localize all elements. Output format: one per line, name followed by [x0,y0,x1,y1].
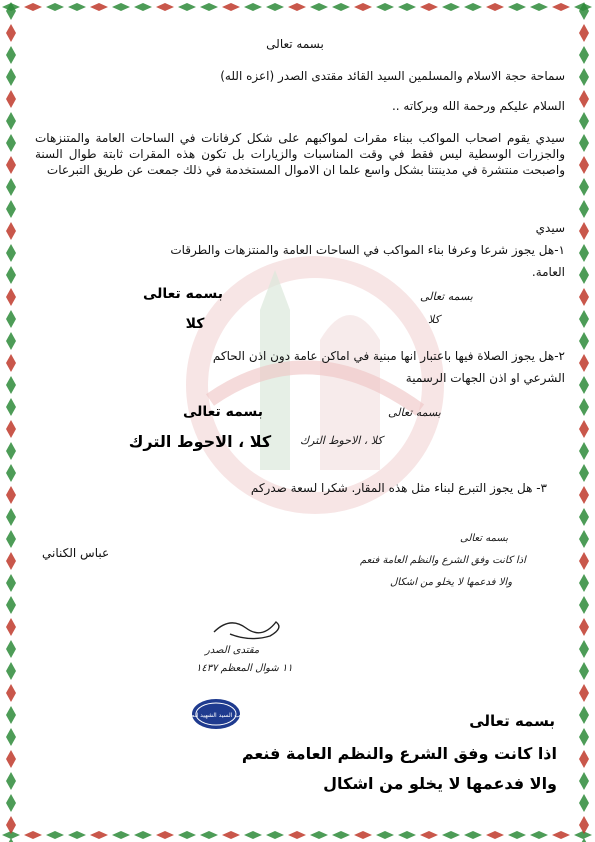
border-ornament-mark [6,640,16,658]
border-ornament-mark [288,831,306,839]
border-ornament-mark [486,831,504,839]
border-ornament-mark [579,222,589,240]
border-ornament-mark [266,3,284,11]
border-ornament-mark [579,310,589,328]
border-ornament-mark [6,90,16,108]
border-ornament-mark [579,90,589,108]
border-ornament-mark [6,684,16,702]
border-ornament-mark [6,46,16,64]
handwritten-reply-basmala: بسمه تعالى [460,533,509,544]
border-ornament-mark [579,486,589,504]
border-ornament-mark [6,750,16,768]
answer-1-text: كلا [185,316,205,332]
border-ornament-mark [579,442,589,460]
border-ornament-mark [222,831,240,839]
final-answer-line-1: اذا كانت وفق الشرع والنظم العامة فنعم [241,744,557,763]
signature-scribble [210,608,290,644]
border-ornament-mark [6,310,16,328]
border-ornament-mark [579,200,589,218]
border-ornament-mark [579,376,589,394]
border-ornament-mark [579,706,589,724]
border-ornament-mark [398,3,416,11]
border-ornament-mark [310,831,328,839]
border-ornament-mark [6,222,16,240]
answer-1-basmala: بسمه تعالى [142,286,224,302]
border-ornament-mark [6,112,16,130]
border-ornament-mark [579,552,589,570]
border-ornament-mark [579,2,589,20]
border-ornament-mark [579,530,589,548]
border-ornament-mark [6,332,16,350]
border-ornament-mark [112,831,130,839]
border-ornament-mark [442,3,460,11]
office-seal [183,697,249,731]
border-ornament-mark [178,831,196,839]
border-ornament-mark [6,24,16,42]
right-border-ornament [577,0,591,842]
border-ornament-mark [68,3,86,11]
handwritten-reply-line-1: اذا كانت وفق الشرع والنظم العامة فنعم [360,555,526,566]
border-ornament-mark [6,816,16,834]
answer-2-handwritten-basmala: بسمه تعالى [388,406,441,419]
border-ornament-mark [6,728,16,746]
border-ornament-mark [6,288,16,306]
border-ornament-mark [420,831,438,839]
border-ornament-mark [310,3,328,11]
border-ornament-mark [6,574,16,592]
border-ornament-mark [579,574,589,592]
border-ornament-mark [332,831,350,839]
sender-name: عباس الكناني [42,546,110,560]
border-ornament-mark [200,831,218,839]
border-ornament-mark [6,442,16,460]
border-ornament-mark [398,831,416,839]
border-ornament-mark [579,640,589,658]
border-ornament-mark [420,3,438,11]
border-ornament-mark [6,398,16,416]
border-ornament-mark [579,112,589,130]
signature-date: ١١ شوال المعظم ١٤٣٧ [196,663,293,674]
left-border-ornament [4,0,18,842]
border-ornament-mark [508,831,526,839]
border-ornament-mark [6,618,16,636]
top-border-ornament [0,2,595,12]
border-ornament-mark [579,508,589,526]
border-ornament-mark [552,831,570,839]
border-ornament-mark [579,178,589,196]
border-ornament-mark [266,831,284,839]
border-ornament-mark [579,618,589,636]
border-ornament-mark [354,831,372,839]
intro-paragraph: سيدي يقوم اصحاب المواكب ببناء مقرات لمواكبهم على شكل كرفانات في الساحات العامة والمتنزهات والجزرات الوسطية ليس فقط في وقت المناسبات والزيارات بل تكون هذه المقرات ثابتة طوال السنة واصبحت منتشرة في مدينتنا بشكل واسع علما ان الاموال المستخدمة في ذلك جمعت عن طريق التبرعات [35,131,565,177]
question-1-line-1: ١-هل يجوز شرعا وعرفا بناء المواكب في الساحات العامة والمنتزهات والطرقات [170,243,565,257]
final-answer-basmala: بسمه تعالى [469,712,555,730]
border-ornament-mark [6,530,16,548]
border-ornament-mark [579,134,589,152]
border-ornament-mark [579,816,589,834]
border-ornament-mark [6,156,16,174]
addressee-line: سماحة حجة الاسلام والمسلمين السيد القائد مقتدى الصدر (اعزه الله) [220,69,565,83]
border-ornament-mark [46,3,64,11]
border-ornament-mark [6,838,16,842]
border-ornament-mark [579,332,589,350]
svg-text:مكتب السيد الشهيد الصدر: مكتب السيد الشهيد الصدر [183,712,249,719]
border-ornament-mark [376,3,394,11]
border-ornament-mark [156,831,174,839]
border-ornament-mark [530,831,548,839]
border-ornament-mark [579,288,589,306]
signature-name: مقتدى الصدر [205,645,260,656]
question-2-line-1: ٢-هل يجوز الصلاة فيها باعتبار انها مبنية في اماكن عامة دون اذن الحاكم [212,349,565,363]
final-answer-line-2: والا فدعمها لا يخلو من اشكال [323,774,557,793]
border-ornament-mark [579,420,589,438]
border-ornament-mark [288,3,306,11]
border-ornament-mark [6,266,16,284]
border-ornament-mark [464,831,482,839]
border-ornament-mark [6,68,16,86]
border-ornament-mark [579,728,589,746]
border-ornament-mark [6,596,16,614]
answer-2-basmala: بسمه تعالى [182,404,264,420]
border-ornament-mark [442,831,460,839]
border-ornament-mark [579,596,589,614]
border-ornament-mark [579,266,589,284]
border-ornament-mark [579,662,589,680]
border-ornament-mark [6,486,16,504]
border-ornament-mark [579,24,589,42]
border-ornament-mark [508,3,526,11]
border-ornament-mark [134,3,152,11]
header-basmala: بسمه تعالى [266,37,324,51]
border-ornament-mark [6,420,16,438]
border-ornament-mark [579,68,589,86]
border-ornament-mark [6,178,16,196]
border-ornament-mark [244,831,262,839]
intro-address: سيدي [535,221,565,235]
border-ornament-mark [530,3,548,11]
border-ornament-mark [579,838,589,842]
border-ornament-mark [579,464,589,482]
handwritten-reply-line-2: والا فدعمها لا يخلو من اشكال [390,577,513,588]
border-ornament-mark [200,3,218,11]
border-ornament-mark [6,508,16,526]
border-ornament-mark [6,376,16,394]
answer-2-text: كلا ، الاحوط الترك [128,432,272,451]
border-ornament-mark [46,831,64,839]
border-ornament-mark [112,3,130,11]
answer-1-handwritten-text: كلا [428,313,440,326]
border-ornament-mark [6,552,16,570]
border-ornament-mark [6,134,16,152]
border-ornament-mark [24,831,42,839]
border-ornament-mark [68,831,86,839]
border-ornament-mark [6,772,16,790]
greeting-line: السلام عليكم ورحمة الله وبركاته .. [391,99,565,113]
border-ornament-mark [178,3,196,11]
border-ornament-mark [579,772,589,790]
border-ornament-mark [90,831,108,839]
border-ornament-mark [579,684,589,702]
border-ornament-mark [579,398,589,416]
question-1-line-2: العامة. [531,265,565,279]
bottom-border-ornament [0,830,595,840]
border-ornament-mark [6,244,16,262]
border-ornament-mark [222,3,240,11]
border-ornament-mark [134,831,152,839]
answer-1-handwritten-basmala: بسمه تعالى [420,290,473,303]
border-ornament-mark [6,706,16,724]
answer-2-handwritten-text: كلا ، الاحوط الترك [300,434,383,447]
border-ornament-mark [579,46,589,64]
border-ornament-mark [6,200,16,218]
border-ornament-mark [156,3,174,11]
border-ornament-mark [354,3,372,11]
border-ornament-mark [6,662,16,680]
question-2-line-2: الشرعي او اذن الجهات الرسمية [405,371,565,385]
border-ornament-mark [579,156,589,174]
border-ornament-mark [332,3,350,11]
border-ornament-mark [6,464,16,482]
border-ornament-mark [579,354,589,372]
border-ornament-mark [486,3,504,11]
border-ornament-mark [579,794,589,812]
border-ornament-mark [552,3,570,11]
border-ornament-mark [6,794,16,812]
border-ornament-mark [579,750,589,768]
border-ornament-mark [24,3,42,11]
border-ornament-mark [464,3,482,11]
border-ornament-mark [244,3,262,11]
border-ornament-mark [579,244,589,262]
border-ornament-mark [6,354,16,372]
border-ornament-mark [6,2,16,20]
border-ornament-mark [376,831,394,839]
border-ornament-mark [90,3,108,11]
question-3-line: ٣- هل يجوز التبرع لبناء مثل هذه المقار. شكرا لسعة صدركم [250,481,547,495]
